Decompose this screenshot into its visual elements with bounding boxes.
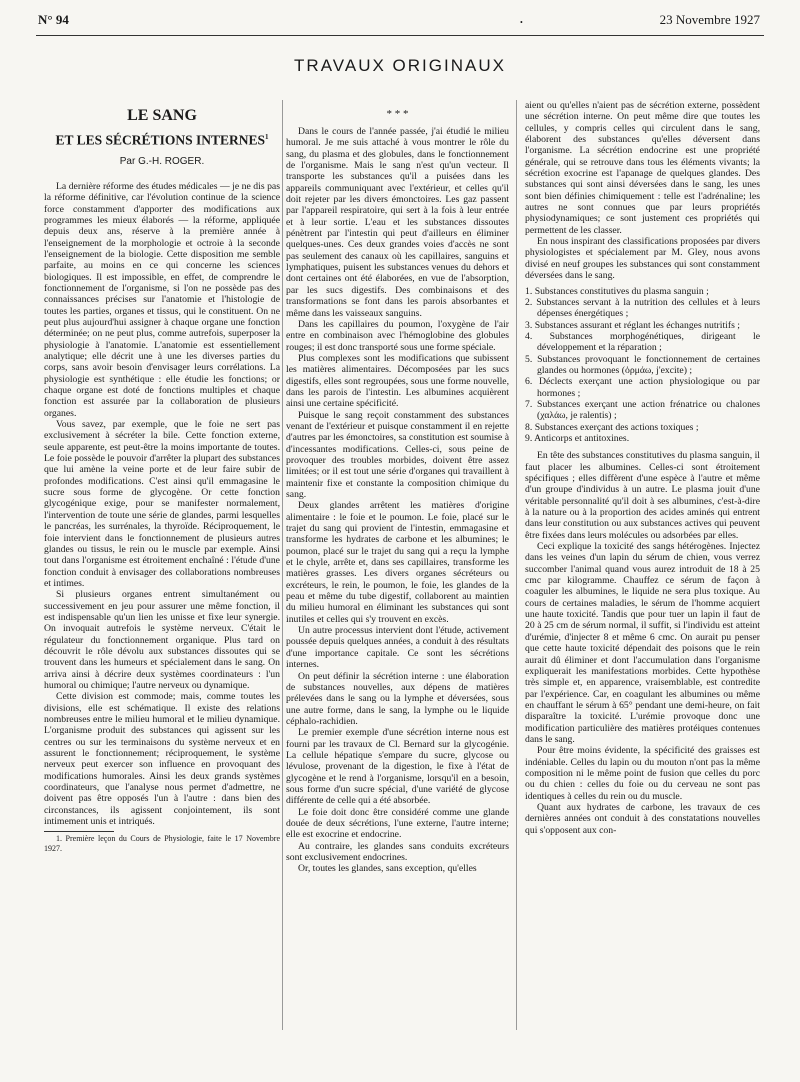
footnote: 1. Première leçon du Cours de Physiologie, faite le 17 Novembre 1927. [44, 834, 280, 853]
paragraph: Le premier exemple d'une sécrétion interne nous est fourni par les travaux de Cl. Bernard sur la glycogénie. La cellule hépatique s'empare du sucre, glycose ou lévulose, provenant de la digestion, le fixe à l'état de glycogène et le rend à l'organisme, lorsqu'il en a besoin, sous forme d'un sucre spécial, d'une variété de glycose différente de celle qui a été absorbée. [286, 727, 509, 807]
paragraph: En nous inspirant des classifications proposées par divers physiologistes et spécialement par M. Gley, nous avons divisé en neuf groupes les substances qui sont constamment déversées dans le sang. [525, 236, 760, 282]
list-item: 8. Substances exerçant des actions toxiques ; [525, 421, 699, 433]
paragraph: On peut définir la sécrétion interne : une élaboration de substances nouvelles, aux dépens de matières prélevées dans le sang ou la lymphe et déversées, sous une autre forme, dans le sang, la lymphe ou le liquide céphalo-rachidien. [286, 670, 509, 727]
list-item: 1. Substances constitutives du plasma sanguin ; [525, 285, 709, 297]
paragraph: Si plusieurs organes entrent simultanément ou successivement en jeu pour assurer une même fonction, il est indispensable qu'un lien les unisse et fixe leur synergie. On invoquait autrefois le système nerveux. C'était le régulateur du fonctionnement organique. Plus tard on découvrit le rôle dévolu aux substances dissoutes qui se trouvent dans les humeurs et spécialement dans le sang. On arriva ainsi à décrire deux systèmes coordinateurs : l'un humoral ou chimique; l'autre nerveux ou dynamique. [44, 589, 280, 691]
paragraph: Un autre processus intervient dont l'étude, activement poussée depuis quelques années, a conduit à des résultats d'une importance capitale. Ce sont les sécrétions internes. [286, 625, 509, 671]
section-break-stars: * * * [386, 108, 409, 120]
header-dot: • [520, 18, 523, 27]
paragraph: Puisque le sang reçoit constamment des substances venant de l'extérieur et puisque constamment il en rejette d'autres par les émonctoires, sa constitution est soumise à d'incessantes modifications. Celles-ci, sous peine de provoquer des troubles morbides, doivent être assez limitées; or il est tout une série d'organes qui travaillent à maintenir fixe et constante la composition chimique du sang. [286, 409, 509, 500]
paragraph: Dans le cours de l'année passée, j'ai étudié le milieu humoral. Je me suis attaché à vous montrer le rôle du sang, du plasma et des globules, dans le fonctionnement de l'organisme. Mais le sang n'est qu'un vecteur. Il transporte les substances qu'il a puisées dans les appareils communiquant avec l'extérieur, et celles qu'il doit rejeter par les divers émonctoires. Les gaz passent par l'appareil respiratoire, qui sert à la fois à leur entrée et à leur sortie. L'eau et les substances dissoutes pénètrent par l'intestin qui peut d'ailleurs en éliminer quelques-unes. Ces deux grandes voies d'accès ne sont pas seulement des canaux où les capillaires, sanguins et lymphatiques, puisent les substances venues du dehors et dont certaines ont été élaborées, en vue de l'absorption, par les sucs digestifs. Des combinaisons et des transformations se font dans les parois absorbantes et même dans les vaisseaux sanguins. [286, 126, 509, 319]
paragraph: En tête des substances constitutives du plasma sanguin, il faut placer les albumines. Celles-ci sont étroitement spécifiques ; elles diffèrent d'une espèce à l'autre et même d'un groupe d'individus à un autre. Le plasma jouit d'une véritable personnalité qu'il doit à ses albumines, c'est-à-dire à la nature ou à la proportion des acides aminés qui entrent dans leur constitution ou aux substances actives qui peuvent être fixées dans leurs molécules ou adsorbées par elles. [525, 450, 760, 541]
paragraph: Deux glandes arrêtent les matières d'origine alimentaire : le foie et le poumon. Le foie, placé sur le trajet du sang qui provient de l'intestin, emmagasine et transforme les hydrates de carbone et les albumines; le poumon, placé sur le trajet du sang qui a reçu la lymphe et le chyle, arrête et, dans ses capillaires, transforme les matières grasses. Les divers organes sécréteurs ou excréteurs, le rein, le poumon, le foie, les glandes de la peau et même du tube digestif, collaborent au maintien du milieu humoral en éliminant les substances qui sont inutiles et celles qui s'y trouvent en excès. [286, 500, 509, 625]
column-separator [516, 100, 517, 1030]
list-item: 2. Substances servant à la nutrition des cellules et à leurs dépenses énergétiques ; [525, 296, 760, 320]
list-item: 6. Déclects exerçant une action physiologique ou par hormones ; [525, 376, 760, 399]
paragraph: Plus complexes sont les modifications que subissent les matières alimentaires. Décomposées par les sucs digestifs, elles sont regroupées, sous une forme nouvelle, dans les parois de l'intestin. Les albumines acquièrent ainsi une certaine spécificité. [286, 352, 509, 410]
footnote-mark: 1 [264, 133, 269, 141]
list-item: 3. Substances assurant et réglant les échanges nutritifs ; [525, 319, 740, 331]
paragraph: Au contraire, les glandes sans conduits excréteurs sont exclusivement endocrines. [286, 840, 509, 863]
section-rubric: TRAVAUX ORIGINAUX [294, 56, 506, 75]
article-subtitle: ET LES SÉCRÉTIONS INTERNES$^1$ [55, 132, 269, 148]
issue-date: 23 Novembre 1927 [659, 12, 760, 27]
list-item: 4. Substances morphogénétiques, dirigeant le développement et la réparation ; [525, 330, 760, 354]
column-2 [286, 106, 509, 875]
column-1 [44, 100, 280, 853]
paragraph: La dernière réforme des études médicales — je ne dis pas la réforme définitive, car l'évolution continue de la science force constamment d'apporter des modifications aux programmes les mieux élaborés — la réforme, appliquée depuis deux ans, réserve à la première année à l'enseignement de la morphologie et octroie à la seconde l'enseignement de la biologie. Cette disposition me semble parfaite, au moins en ce qui concerne les sciences biologiques. Il est impossible, en effet, de comprendre le fonctionnement de l'organisme, si l'on ne possède pas des connaissances précises sur l'anatomie et l'histologie de toutes les parties, organes et tissus, qui le constituent. On ne peut plus aujourd'hui assigner à chaque organe une fonction déterminée; on ne peut plus, comme autrefois, superposer la physiologie à l'anatomie. L'anatomie est essentiellement analytique; elle décrit une à une les diverses parties du corps, sans avoir besoin d'envisager leurs corrélations. La physiologie est synthétique : elle étudie les fonctions; or chaque organe est doté de fonctions multiples et chaque fonction est assurée par la collaboration de plusieurs organes. [44, 180, 280, 419]
footnote-rule [44, 831, 114, 832]
paragraph: Quant aux hydrates de carbone, les travaux de ces dernières années ont conduit à des constatations nouvelles qui s'opposent aux con- [525, 801, 760, 836]
paragraph: Ceci explique la toxicité des sangs hétérogènes. Injectez dans les veines d'un lapin du sérum de chien, vous verrez succomber l'animal quand vous aurez introduit de 18 à 25 cmc par kilogramme. Chauffez ce sérum de façon à coaguler les albumines, le liquide ne sera plus toxique. Au cours de certaines maladies, le sérum de l'homme acquiert une haute toxicité. Tandis que pour tuer un lapin il faut de 20 à 25 cm de sérum normal, il suffit, si l'individu est atteint d'urémie, d'injecter 8 et même 6 cmc. On aurait pu penser que cette haute toxicité dépendait des poisons que le rein aurait dû éliminer et dont l'accumulation dans l'organisme expliquerait les manifestations morbides. Cette hypothèse très simple et, en apparence, vraisemblable, est contredite par l'expérience. Car, en coagulant les albumines ou même en chauffant le sérum à 65° pendant une demi-heure, on fait disparaître la toxicité. L'urémie provoque donc une modification particulière des matières protéiques contenues dans le sang. [525, 541, 760, 745]
list-item: 9. Anticorps et antitoxines. [525, 432, 630, 444]
paragraph: aient ou qu'elles n'aient pas de sécrétion externe, possèdent une sécrétion interne. On peut même dire que toutes les cellules, y compris celles qui circulent dans le sang, élaborent des substances qu'elles déversent dans l'organisme. La sécrétion endocrine est une propriété générale, qui se retrouve dans tous les éléments vivants; la sécrétion exocrine est l'apanage de quelques glandes. Des substances qui sont ainsi déversées dans le sang, les unes sont bien définies chimiquement : telle est l'adrénaline; les autres ne sont connues que par leurs propriétés physiodynamiques; ce sont justement ces propriétés qui permettent de les classer. [525, 100, 760, 236]
paragraph: Le foie doit donc être considéré comme une glande douée de deux sécrétions, l'une externe, l'autre interne; elle est exocrine et endocrine. [286, 806, 509, 841]
paragraph: Dans les capillaires du poumon, l'oxygène de l'air entre en combinaison avec l'hémoglobine des globules rouges; il est donc transporté sous une forme spéciale. [286, 318, 509, 353]
article-title: LE SANG [127, 107, 197, 124]
paragraph: Or, toutes les glandes, sans exception, qu'elles [298, 863, 477, 875]
classification-list [525, 286, 760, 445]
header-rule [36, 35, 764, 36]
list-item: 7. Substances exerçant une action frénatrice ou chalones (χαλάω, je ralentis) ; [525, 398, 760, 422]
paragraph: Cette division est commode; mais, comme toutes les divisions, elle est schématique. Il existe des relations nombreuses entre le milieu humoral et le milieu dynamique. L'organisme produit des substances qui agissent sur les centres ou sur les terminaisons du système nerveux et en assurent le fonctionnement; réciproquement, le système nerveux peut exercer son influence en provoquant des modifications humorales. Ainsi les deux grands systèmes coordinateurs, que l'analyse nous permet d'admettre, ne doivent pas être opposés l'un à l'autre : dans bien des circonstances, ils agissent conjointement, ils sont intimement unis et intriqués. [44, 691, 280, 828]
issue-number: N° 94 [38, 12, 69, 27]
column-separator [282, 100, 283, 1030]
list-item: 5. Substances provoquant le fonctionnement de certaines glandes ou hormones (ὁρμάω, j'excite) ; [525, 353, 760, 376]
paragraph: Pour être moins évidente, la spécificité des graisses est indéniable. Celles du lapin ou du mouton n'ont pas la même composition ni le même point de fusion que celles du porc ou du chien : celles du foie ou du cerveau ne sont pas identiques à celles du rein ou du muscle. [525, 745, 760, 802]
paragraph: Vous savez, par exemple, que le foie ne sert pas exclusivement à sécréter la bile. Cette fonction externe, seule apparente, est peut-être la moins importante de toutes. Le foie possède le pouvoir d'arrêter la plupart des substances que lui amène la veine porte et de leur faire subir de profondes modifications. C'est ainsi qu'il emmagasine le sucre sous forme de glycogène. Or cette fonction glycogénique exige, pour se manifester normalement, l'intervention de toute une série de glandes, parmi lesquelles le pancréas, les surrénales, la thyroïde. Réciproquement, le foie intervient dans le fonctionnement de plusieurs autres glandes ou tissus, le rein ou le muscle par exemple. Ainsi tout dans l'organisme est étroitement enchaîné : l'étude d'une fonction conduit à envisager des collaborations nombreuses et intimes. [44, 419, 280, 589]
article-author: Par G.-H. ROGER. [119, 155, 205, 167]
column-3 [525, 100, 760, 836]
